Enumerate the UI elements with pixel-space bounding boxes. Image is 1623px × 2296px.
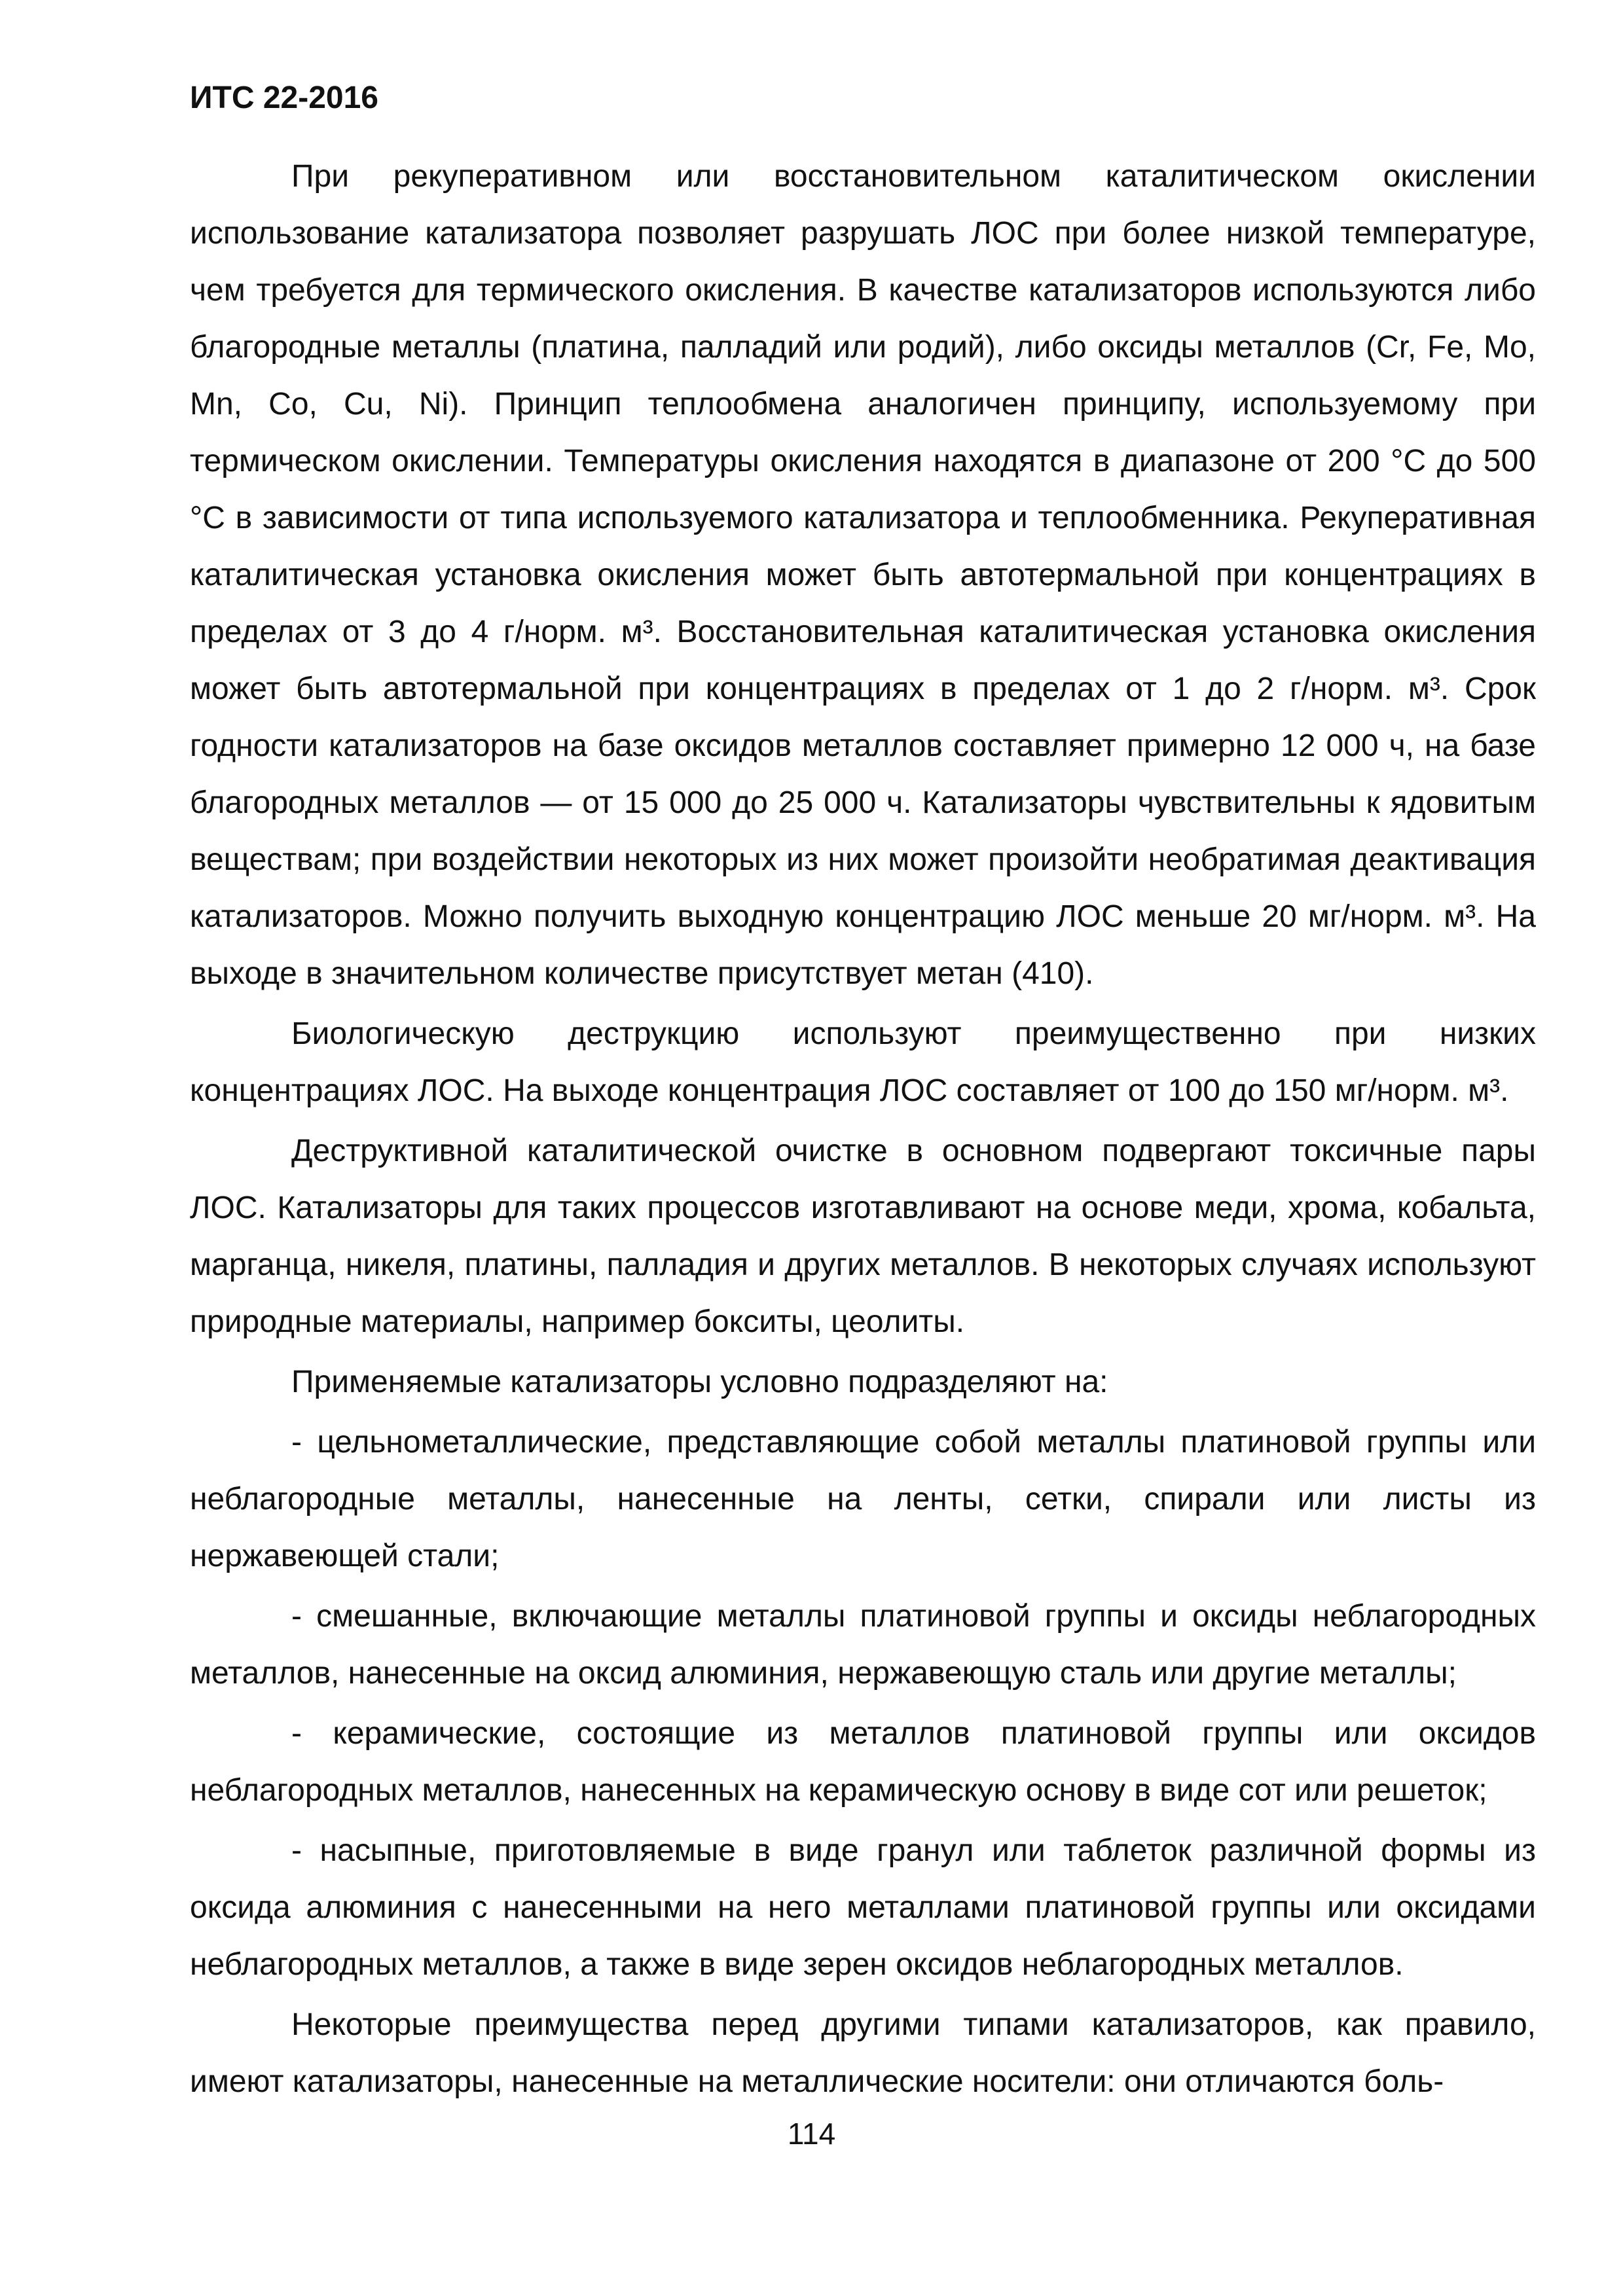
paragraph-catalytic-oxidation: При рекуперативном или восстановительном каталитическом окислении использование катализатора позволяет разрушать ЛОС при более низкой температуре, чем требуется для термического окисления. В качестве катализаторов используются либо благородные металлы (платина, палладий или родий), либо оксиды металлов (Cr, Fe, Mo, Mn, Co, Cu, Ni). Принцип теплообмена аналогичен принципу, используемому при термическом окислении. Температуры окисления находятся в диапазоне от 200 °С до 500 °С в зависимости от типа используемого катализатора и теплообменника. Рекуперативная каталитическая установка окисления может быть автотермальной при концентрациях в пределах от 3 до 4 г/норм. м³. Восстановительная каталитическая установка окисления может быть автотермальной при концентрациях в пределах от 1 до 2 г/норм. м³. Срок годности катализаторов на базе оксидов металлов составляет примерно 12 000 ч, на базе благородных металлов — от 15 000 до 25 000 ч. Катализаторы чувствительны к ядовитым веществам; при воздействии некоторых из них может произойти необратимая деактивация катализаторов. Можно получить выходную концентрацию ЛОС меньше 20 мг/норм. м³. На выходе в значительном количестве присутствует метан (410).: [190, 159, 1536, 991]
body-text: [190, 148, 1536, 2110]
paragraph-metal-carrier-advantages: Некоторые преимущества перед другими типами катализаторов, как правило, имеют катализаторы, нанесенные на металлические носители: они отличаются боль-: [190, 2007, 1536, 2099]
list-item-bulk-catalysts: - насыпные, приготовляемые в виде гранул или таблеток различной формы из оксида алюминия с нанесенными на него металлами платиновой группы или оксидами неблагородных металлов, а также в виде зерен оксидов неблагородных металлов.: [190, 1833, 1536, 1982]
list-item-all-metal-catalysts: - цельнометаллические, представляющие собой металлы платиновой группы или неблагородные металлы, нанесенные на ленты, сетки, спирали или листы из нержавеющей стали;: [190, 1425, 1536, 1573]
paragraph-biological-destruction: Биологическую деструкцию используют преимущественно при низких концентрациях ЛОС. На выходе концентрация ЛОС составляет от 100 до 150 мг/норм. м³.: [190, 1016, 1536, 1108]
paragraph-destructive-catalytic-cleaning: Деструктивной каталитической очистке в основном подвергают токсичные пары ЛОС. Катализаторы для таких процессов изготавливают на основе меди, хрома, кобальта, марганца, никеля, платины, палладия и других металлов. В некоторых случаях используют природные материалы, например бокситы, цеолиты.: [190, 1134, 1536, 1339]
list-item-mixed-catalysts: - смешанные, включающие металлы платиновой группы и оксиды неблагородных металлов, нанесенные на оксид алюминия, нержавеющую сталь или другие металлы;: [190, 1599, 1536, 1691]
list-item-ceramic-catalysts: - керамические, состоящие из металлов платиновой группы или оксидов неблагородных металлов, нанесенных на керамическую основу в виде сот или решеток;: [190, 1716, 1536, 1808]
paragraph-catalyst-classification-intro: Применяемые катализаторы условно подразделяют на:: [291, 1365, 1108, 1399]
page-number: 114: [787, 2117, 836, 2151]
document-code-header: ИТС 22-2016: [190, 81, 378, 115]
